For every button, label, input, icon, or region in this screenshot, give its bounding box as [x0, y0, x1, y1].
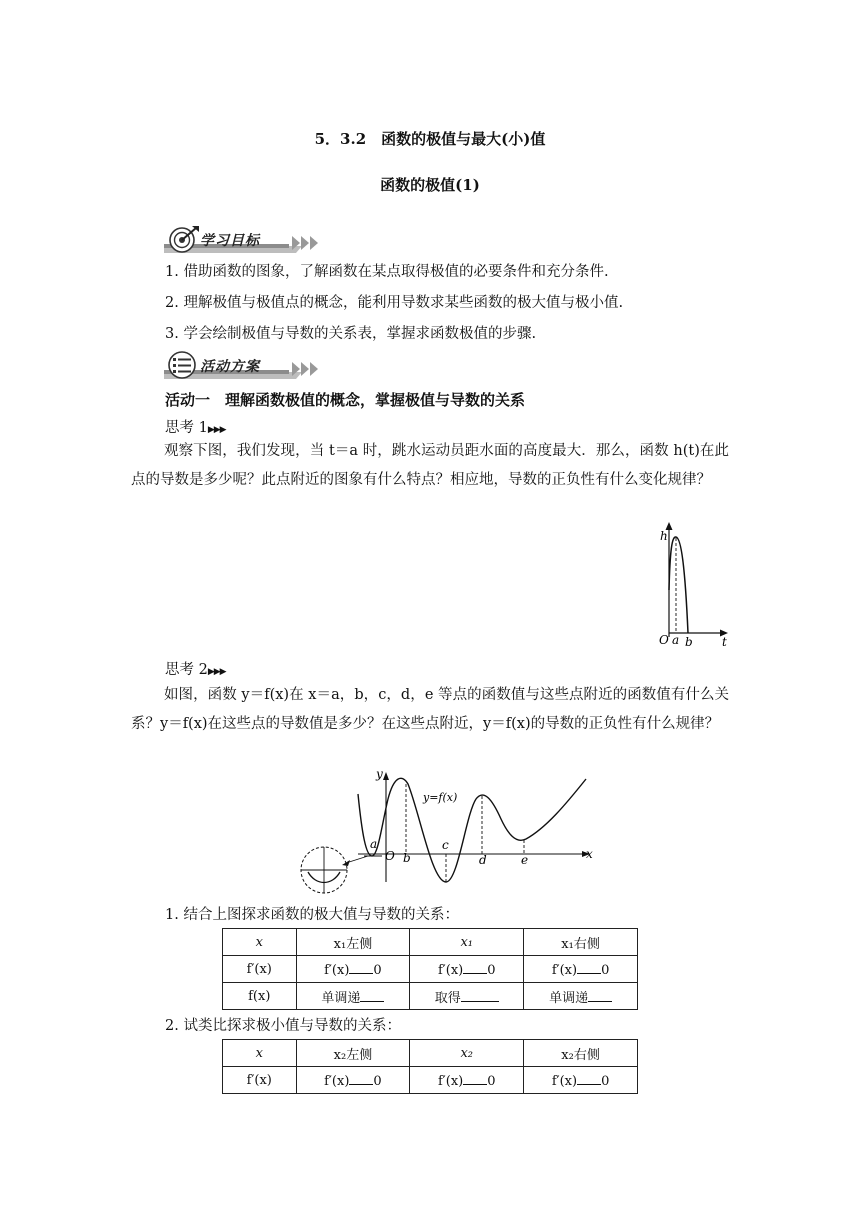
- goal-item-2: 2. 理解极值与极值点的概念，能利用导数求某些函数的极大值与极小值.: [165, 295, 624, 311]
- cell-label: f′(x): [324, 962, 350, 978]
- cell-suffix: 0: [373, 1073, 382, 1089]
- d-point-label: d: [479, 853, 487, 867]
- cell-label: 单调递: [549, 990, 589, 1006]
- table-cell: x₂: [410, 1040, 524, 1067]
- table-cell: [410, 956, 524, 983]
- table-cell: [296, 956, 410, 983]
- origin-point-label: O: [385, 849, 395, 863]
- fill-blank[interactable]: [588, 989, 612, 1002]
- cell-label: 取得: [434, 990, 461, 1006]
- think2-label-text: 思考 2: [165, 662, 208, 678]
- y-axis-arrow-icon: [383, 772, 389, 780]
- page-title: 5．3.2 函数的极值与最大(小)值: [314, 130, 546, 148]
- b-label: b: [685, 635, 693, 649]
- fill-blank[interactable]: [577, 1072, 601, 1085]
- fill-blank[interactable]: [463, 961, 487, 974]
- arrow-marks-icon: ▶▶▶: [207, 425, 226, 435]
- table-cell: x₁左侧: [296, 929, 410, 956]
- cell-label: 单调递: [321, 990, 361, 1006]
- table-cell: x₁右侧: [524, 929, 638, 956]
- table-cell: x: [223, 1040, 297, 1067]
- table-cell: [524, 1067, 638, 1094]
- table-cell: x: [223, 929, 297, 956]
- table-cell: f′(x): [223, 956, 297, 983]
- cell-suffix: 0: [601, 962, 610, 978]
- height-curve: [669, 537, 688, 633]
- goals-banner: [162, 226, 322, 254]
- table-cell: [410, 1067, 524, 1094]
- minimum-relation-table: [222, 1039, 638, 1094]
- diving-height-graph: [652, 520, 732, 650]
- table-cell: f(x): [223, 983, 297, 1010]
- table-row: [223, 929, 638, 956]
- table-row: [223, 983, 638, 1010]
- h-label: h: [660, 529, 668, 543]
- cell-label: f′(x): [437, 1073, 464, 1089]
- table-cell: [524, 956, 638, 983]
- cell-suffix: 0: [487, 1073, 496, 1089]
- cell-suffix: 0: [601, 1073, 610, 1089]
- page-subtitle: 函数的极值(1): [380, 176, 480, 194]
- table-row: [223, 1067, 638, 1094]
- x-label: x: [586, 847, 593, 861]
- cell-suffix: 0: [487, 962, 496, 978]
- table-cell: [410, 983, 524, 1010]
- function-label: y=f(x): [423, 791, 458, 804]
- q2-text: 2. 试类比探求极小值与导数的关系：: [165, 1018, 401, 1034]
- cell-suffix: 0: [373, 962, 382, 978]
- function-graph: [296, 764, 601, 896]
- table-cell: [296, 1067, 410, 1094]
- goal-item-3: 3. 学会绘制极值与导数的关系表，掌握求函数极值的步骤.: [165, 326, 537, 342]
- function-curve: [358, 778, 586, 882]
- cell-label: f′(x): [437, 962, 464, 978]
- activity1-title: 活动一 理解函数极值的概念，掌握极值与导数的关系: [165, 391, 526, 409]
- q1-text: 1. 结合上图探求函数的极大值与导数的关系：: [165, 907, 459, 923]
- fill-blank[interactable]: [360, 989, 384, 1002]
- t-label: t: [722, 635, 727, 649]
- cell-label: f′(x): [324, 1073, 350, 1089]
- y-label: y: [376, 767, 383, 781]
- fill-blank[interactable]: [577, 961, 601, 974]
- a-point-label: a: [370, 837, 378, 851]
- arrow-marks-icon: ▶▶▶: [207, 667, 226, 677]
- origin-label: O: [659, 633, 669, 647]
- think1-label-text: 思考 1: [165, 420, 208, 436]
- c-point-label: c: [442, 838, 449, 852]
- think2-label: [165, 660, 226, 682]
- b-point-label: b: [403, 851, 411, 865]
- fill-blank[interactable]: [461, 989, 499, 1002]
- goal-item-1: 1. 借助函数的图象，了解函数在某点取得极值的必要条件和充分条件.: [165, 264, 609, 280]
- table-cell: [524, 983, 638, 1010]
- table-row: [223, 956, 638, 983]
- table-cell: [296, 983, 410, 1010]
- table-cell: x₂左侧: [296, 1040, 410, 1067]
- table-cell: x₂右侧: [524, 1040, 638, 1067]
- table-cell: x₁: [410, 929, 524, 956]
- e-point-label: e: [521, 853, 529, 867]
- activities-banner: [162, 350, 322, 378]
- table-cell: f′(x): [223, 1067, 297, 1094]
- goals-banner-label: 学习目标: [200, 233, 260, 249]
- cell-label: f′(x): [551, 1073, 578, 1089]
- fill-blank[interactable]: [463, 1072, 487, 1085]
- think2-text: 如图，函数 y＝f(x)在 x＝a，b，c，d，e 等点的函数值与这些点附近的函数值有什么关系？y＝f(x)在这些点的导数值是多少？在这些点附近，y＝f(x)的导数的正负性有什么规律？: [131, 687, 729, 732]
- cell-label: f′(x): [551, 962, 578, 978]
- activities-banner-label: 活动方案: [200, 359, 260, 375]
- fill-blank[interactable]: [349, 1072, 373, 1085]
- fill-blank[interactable]: [349, 961, 373, 974]
- a-label: a: [672, 633, 680, 647]
- think1-text: 观察下图，我们发现，当 t＝a 时，跳水运动员距水面的高度最大．那么，函数 h(t)在此点的导数是多少呢？此点附近的图象有什么特点？相应地，导数的正负性有什么变化规律？: [131, 443, 729, 488]
- table-row: [223, 1040, 638, 1067]
- maximum-relation-table: [222, 928, 638, 1010]
